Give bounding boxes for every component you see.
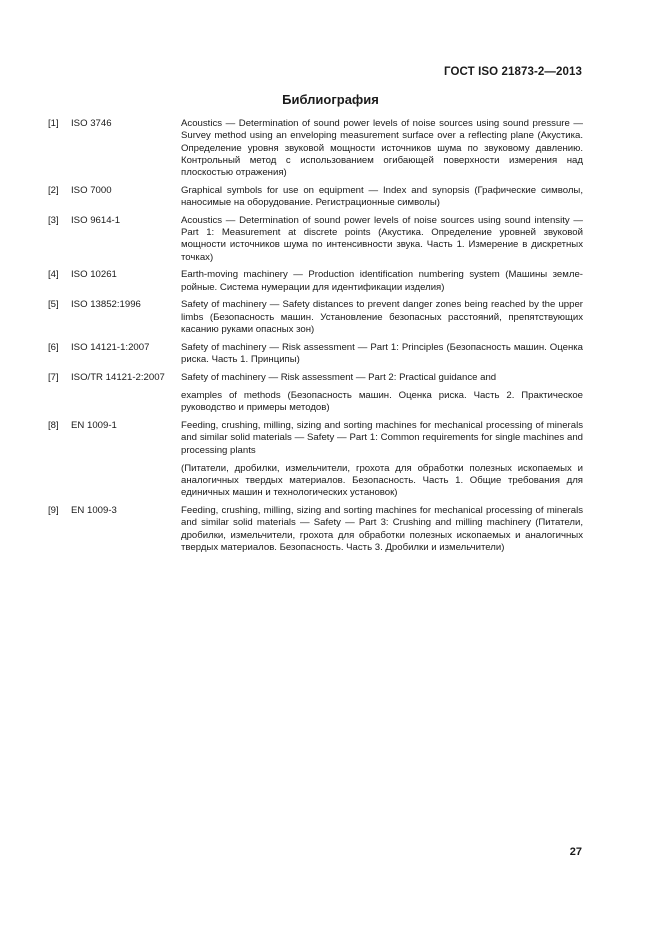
entry-text: (Питатели, дробилки, измельчители, грохота для обработки полезных ископаемых и аналогичных твердых материалов. Безопасность. Часть 1. Общие требования для единичных машин и технологических установок) — [181, 462, 583, 499]
entry-text: Acoustics — Determination of sound power levels of noise sources using sound intensity — Part 1: Measurement at discrete points (Акустика. Определение уровней звуковой мощности источников шума по интенсивности звука. Часть 1. Измерение в дискретных точках) — [181, 214, 583, 263]
bibliography-entry — [48, 342, 583, 367]
entry-text: Earth-moving machinery — Production identification numbering system (Машины землеройные. Система нумерации для идентификации изделия) — [181, 269, 583, 293]
entry-description — [181, 269, 583, 294]
entry-text: Acoustics — Determination of sound power levels of noise sources using sound pressure — Survey method using an enveloping measurement surface over a reflecting plane (Акустика. Определение уровня звуковой мощности источников шума по звуковому давлению. Контрольный метод с использованием огибающей поверхности измерения над плоскостью отражения) — [181, 118, 583, 179]
entry-number: [3] — [48, 214, 59, 226]
bibliography-entry — [48, 299, 583, 336]
bibliography-entry — [48, 118, 583, 179]
entry-description — [181, 342, 583, 367]
entry-standard-code: EN 1009-1 — [71, 419, 117, 431]
bibliography-entry — [48, 269, 583, 294]
entry-standard-code: ISO 10261 — [71, 269, 117, 281]
entry-number: [2] — [48, 184, 59, 196]
entry-standard-code: ISO 9614-1 — [71, 214, 121, 226]
bibliography-entry — [48, 185, 583, 210]
entry-number: [9] — [48, 505, 59, 517]
entry-text: Feeding, crushing, milling, sizing and sorting machines for mechanical processing of minerals and similar solid materials — Safety — Part 1: Common requirements for single machines and processing plants — [181, 419, 583, 456]
entry-number: [8] — [48, 419, 59, 431]
entry-standard-code: EN 1009-3 — [71, 505, 117, 517]
entry-standard-code: ISO 14121-1:2007 — [71, 341, 150, 353]
entry-text: Safety of machinery — Risk assessment — Part 1: Principles (Безопасность машин. Оценка риска. Часть 1. Принципы) — [181, 341, 583, 365]
page-title: Библиография — [282, 92, 379, 107]
bibliography-entry — [48, 215, 583, 264]
entry-number: [1] — [48, 118, 59, 129]
bibliography-entry — [48, 420, 583, 500]
entry-standard-code: ISO 13852:1996 — [71, 299, 141, 311]
document-header: ГОСТ ISO 21873-2—2013 — [444, 66, 582, 78]
entry-description — [181, 420, 583, 500]
entry-description — [181, 215, 583, 264]
entry-description — [181, 299, 583, 336]
bibliography-entry — [48, 372, 583, 415]
entry-text: Graphical symbols for use on equipment — Index and synopsis (Графические символы, наносимые на оборудование. Регистрационные символы) — [181, 184, 583, 209]
entry-description — [181, 118, 583, 179]
entry-description — [181, 505, 583, 554]
entry-number: [6] — [48, 341, 59, 353]
entry-description — [181, 372, 583, 415]
entry-description — [181, 185, 583, 210]
entry-number: [5] — [48, 299, 59, 311]
entry-standard-code: ISO/TR 14121-2:2007 — [71, 371, 165, 383]
entry-text: examples of methods (Безопасность машин. Оценка риска. Часть 2. Практическое руководство и примеры методов) — [181, 389, 583, 414]
entry-standard-code: ISO 7000 — [71, 184, 112, 196]
entry-number: [4] — [48, 269, 59, 281]
entry-number: [7] — [48, 371, 59, 383]
entry-text: Feeding, crushing, milling, sizing and sorting machines for mechanical processing of minerals and similar solid materials — Safety — Part 3: Crushing and milling machinery (Питатели, дробилки, измельчители, грохота для обработки полезных ископаемых и аналогичных твердых материалов. Безопасность. Часть 3. Дробилки и измельчители) — [181, 505, 583, 554]
page-number: 27 — [569, 846, 582, 858]
bibliography-entry — [48, 505, 583, 554]
bibliography-list — [48, 118, 583, 560]
entry-standard-code: ISO 3746 — [71, 118, 112, 129]
entry-text: Safety of machinery — Risk assessment — Part 2: Practical guidance and — [181, 371, 497, 383]
entry-text: Safety of machinery — Safety distances to prevent danger zones being reached by the upper limbs (Безопасность машин. Установление безопасных расстояний, препятствующих касанию руками опасных зон) — [181, 299, 583, 336]
